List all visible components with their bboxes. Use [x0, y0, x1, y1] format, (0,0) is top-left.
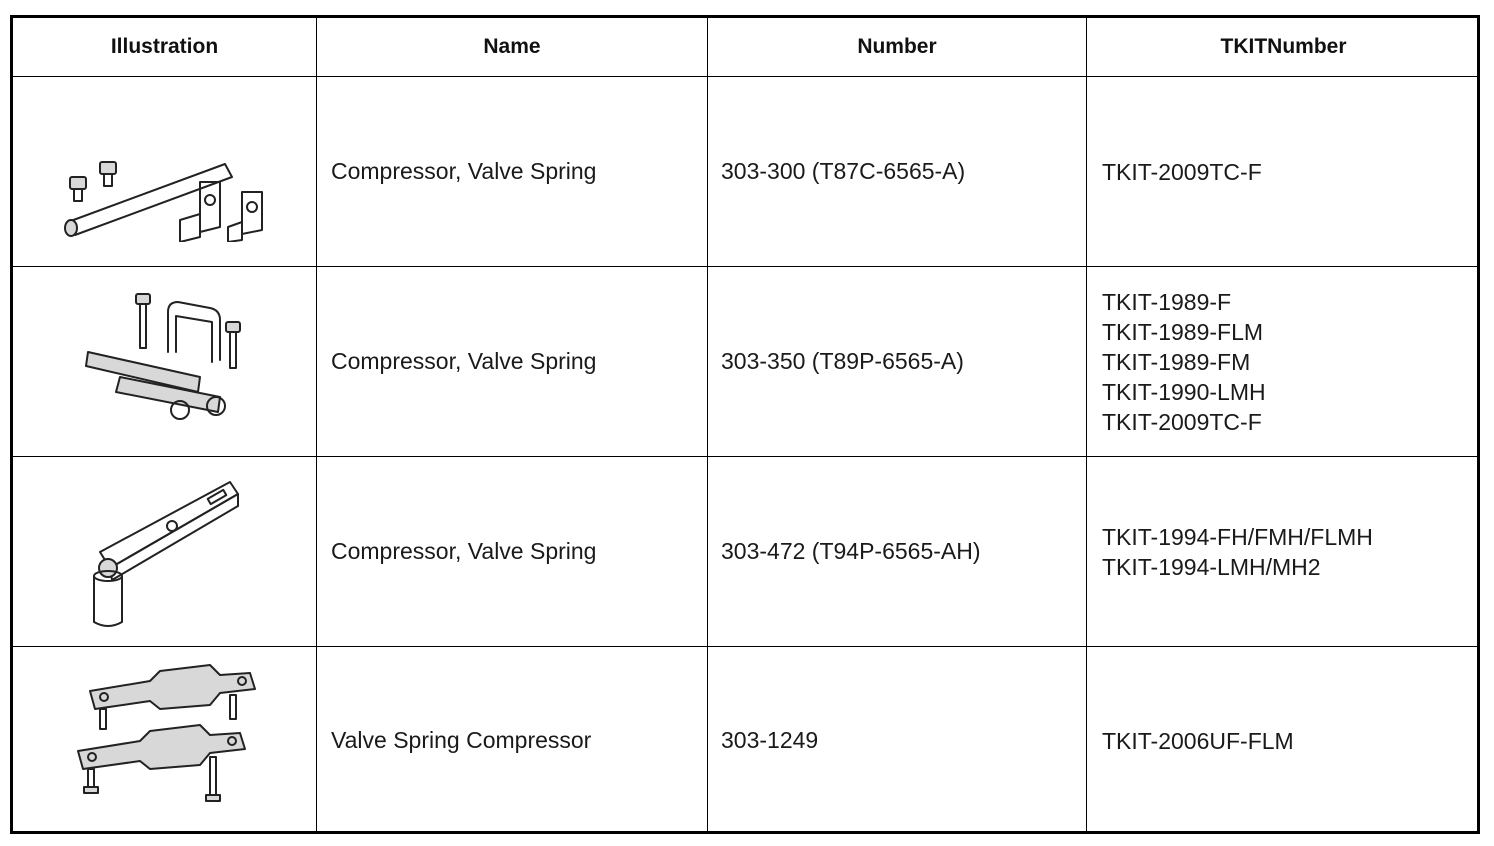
tkit-item: TKIT-1994-FH/FMH/FLMH	[1102, 523, 1373, 550]
tkit-cell	[1087, 267, 1480, 456]
name-cell	[317, 457, 708, 646]
header-illustration: Illustration	[110, 35, 219, 58]
tkit-cell	[1087, 457, 1480, 646]
header-tkit-number: TKITNumber	[1220, 35, 1347, 58]
table-row	[13, 457, 1477, 647]
header-cell	[13, 18, 317, 76]
bracket-pair-tool-icon	[70, 661, 260, 821]
tool-number: 303-350 (T89P-6565-A)	[721, 348, 964, 374]
tkit-list	[1102, 287, 1266, 437]
tool-name: Compressor, Valve Spring	[331, 538, 597, 564]
table-row	[13, 267, 1477, 457]
tool-number: 303-472 (T94P-6565-AH)	[721, 538, 981, 564]
tool-name: Compressor, Valve Spring	[331, 348, 597, 374]
illustration-cell	[13, 647, 317, 834]
tkit-cell	[1087, 77, 1480, 266]
tool-table	[10, 15, 1480, 834]
tool-name: Valve Spring Compressor	[331, 727, 592, 753]
header-cell	[708, 18, 1087, 76]
number-cell	[708, 77, 1087, 266]
illustration-cell	[13, 267, 317, 456]
tkit-cell	[1087, 647, 1480, 834]
rod-and-brackets-tool-icon	[50, 102, 280, 242]
tkit-item: TKIT-1994-LMH/MH2	[1102, 553, 1321, 580]
header-number: Number	[857, 35, 937, 58]
illustration-cell	[13, 77, 317, 266]
name-cell	[317, 77, 708, 266]
lever-arm-tool-icon	[80, 472, 250, 632]
name-cell	[317, 647, 708, 834]
header-cell	[317, 18, 708, 76]
table-header-row	[13, 18, 1477, 77]
number-cell	[708, 647, 1087, 834]
number-cell	[708, 457, 1087, 646]
name-cell	[317, 267, 708, 456]
illustration-cell	[13, 457, 317, 646]
tkit-list	[1102, 522, 1373, 582]
tkit-list	[1102, 157, 1262, 187]
header-cell	[1087, 18, 1480, 76]
tkit-list	[1102, 726, 1294, 756]
tkit-item: TKIT-1989-FM	[1102, 348, 1251, 375]
tkit-item: TKIT-2009TC-F	[1102, 408, 1262, 435]
table-row	[13, 77, 1477, 267]
tkit-item: TKIT-1989-F	[1102, 288, 1232, 315]
lever-compressor-tool-icon	[80, 282, 250, 442]
number-cell	[708, 267, 1087, 456]
header-name: Name	[483, 35, 541, 58]
tkit-item: TKIT-1990-LMH	[1102, 378, 1266, 405]
tool-name: Compressor, Valve Spring	[331, 158, 597, 184]
tkit-item: TKIT-2006UF-FLM	[1102, 727, 1294, 754]
tkit-item: TKIT-1989-FLM	[1102, 318, 1264, 345]
tool-number: 303-1249	[721, 727, 819, 753]
tkit-item: TKIT-2009TC-F	[1102, 158, 1262, 185]
table-row	[13, 647, 1477, 834]
tool-number: 303-300 (T87C-6565-A)	[721, 158, 966, 184]
